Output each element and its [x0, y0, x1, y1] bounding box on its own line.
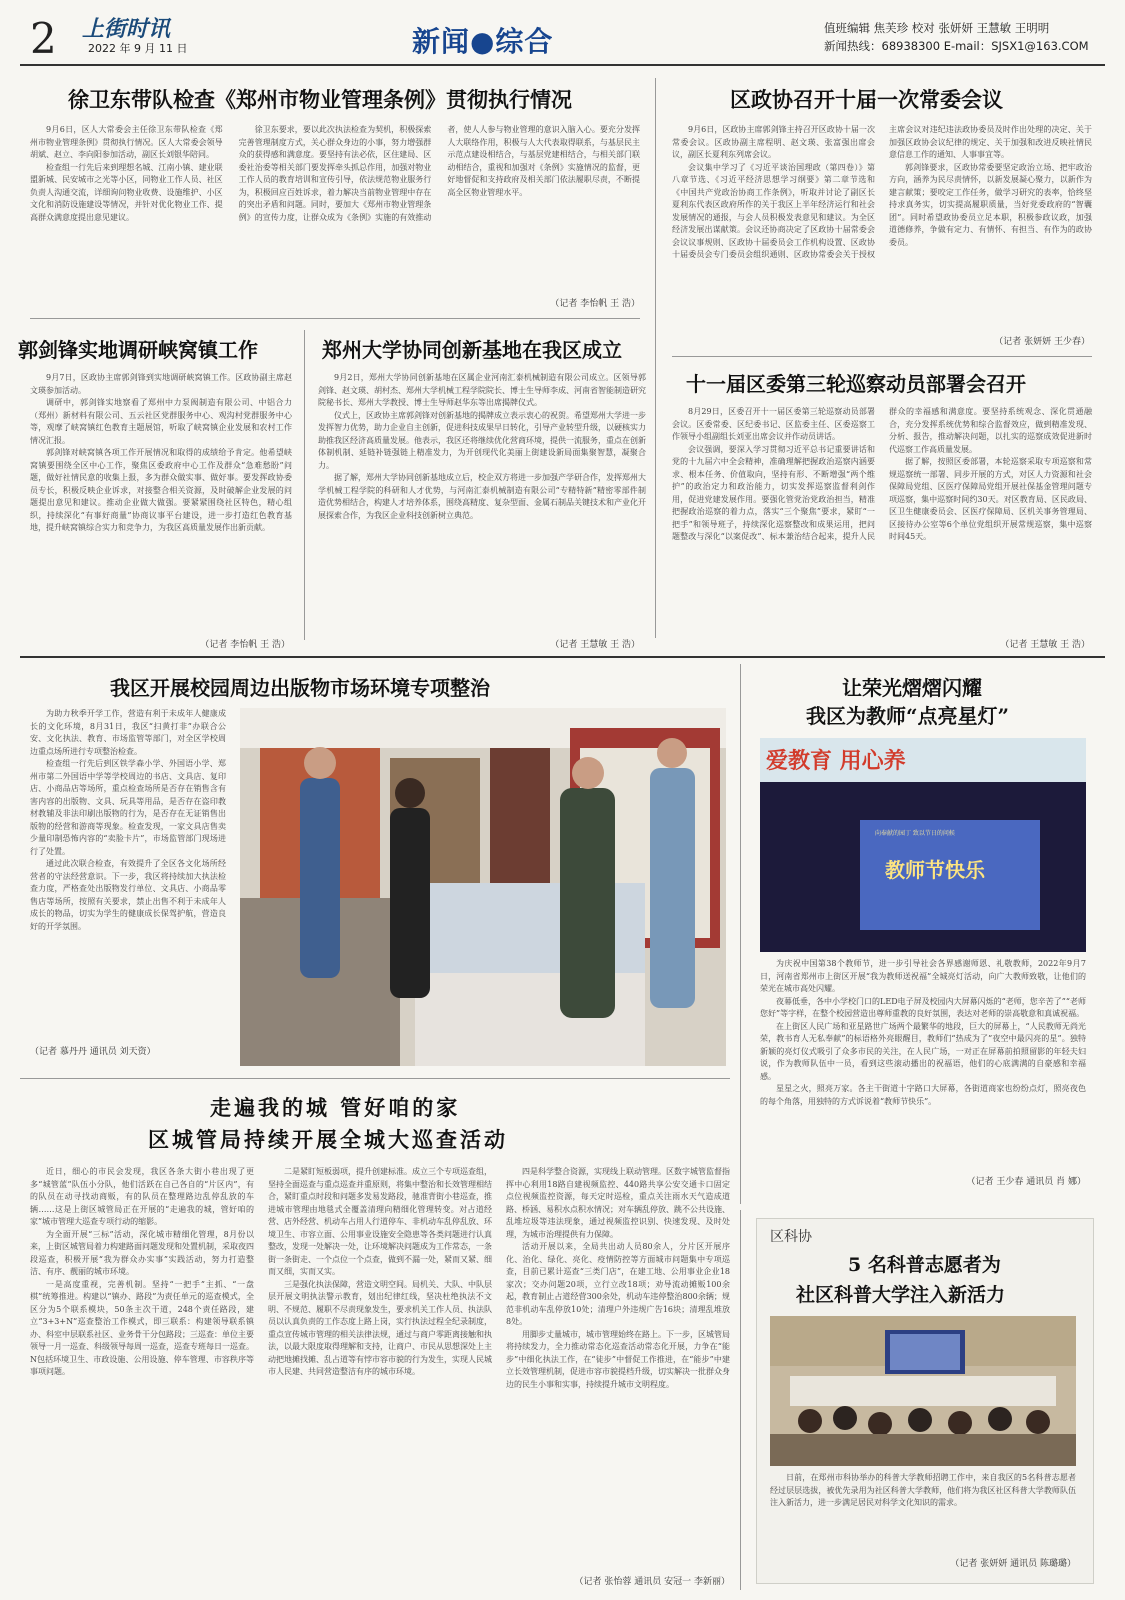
article-headline: 郑州大学协同创新基地在我区成立 [322, 338, 622, 362]
column-divider [740, 1210, 741, 1590]
section-rule [20, 1078, 730, 1079]
meeting-scene [770, 1316, 1076, 1466]
article-headline: 郭剑锋实地调研峡窝镇工作 [18, 338, 258, 362]
meeting-room-photo [770, 1316, 1076, 1466]
article-headline: 十一届区委第三轮巡察动员部署会召开 [686, 372, 1026, 396]
article-byline: （记者 张妍妍 王少春） [994, 337, 1090, 347]
column-divider [304, 330, 305, 640]
article-headline-line2: 我区为教师“点亮星灯” [806, 704, 1010, 728]
article-body: 9月6日，区政协主席郭剑锋主持召开区政协十届一次常委会议。区政协副主席程明、赵文瑛、张富强出席会议，副区长夏利东列席会议。 会议集中学习了《习近平谈治国理政（第四卷）》第八章节选、《习近平经济思想学习纲要》第二章节选和《中国共产党政治协商工作条例》，听取并讨论了副区长夏利东代表区政府所作的关于我区上半年经济运行和社会发展情况的通报，与会人员积极发表意见和建议。为全区经济发展出谋献策。会议还协商决定了区政协十届常委会会议议事规则、区政协十届委员会工作机构设置、区政协十届委员会专门委员会组织通则、区政协常委会关于授权主席会议对违纪违法政协委员及时作出处理的决定、关于加强区政协会议纪律的规定、关于加强和改进反映社情民意信息工作的通知、人事事宜等。 郭剑锋要求，区政协常委要坚定政治立场、把牢政治方向，涵养为民尽责情怀，以新发展凝心聚力，以新作为建言献策；要咬定工作任务，做学习研究的表率，恰终坚持求真务实，切实提高履职质量，当好党委政府的“智囊团”。同时希望政协委员立足本职，积极参政议政，加强道德修养，争做有定力、有情怀、有担当、有作为的政协委员。 [672, 125, 1092, 259]
article-body: 8月29日，区委召开十一届区委第三轮巡察动员部署会议。区委常委、区纪委书记、区监委主任、区委巡察工作领导小组副组长刘亚出席会议并作动员讲话。 会议强调，要深入学习贯彻习近平总书记重要讲话和党的十九届六中全会精神，准确理解把握政治巡察内涵要求、根本任务、价值取向，坚持有形、不断增强“两个维护”的政治定力和政治能力，切实发挥巡察监督利剑作用，促进党建发展作用。要强化管党治党政治担当，精准把握政治巡察的着力点，落实“三个聚焦”要求，紧盯“一把手”和领导班子，持续深化巡察整改和成果运用，把问题整改与深化“以案促改”、标本兼治结合起来，提升人民群众的幸福感和满意度。要坚持系统观念、深化贯通融合，充分发挥系统优势和综合监督效应，做到精准发现、分析、报告，推动解决问题，以扎实的巡察成效促进新时代巡察工作高质量发展。 据了解，按照区委部署，本轮巡察采取专项巡察和常规巡察统一部署、同步开展的方式，对区人力资源和社会保障局党组、区医疗保障局党组开展社保基金管理问题专项巡察，集中巡察时间约30天。对区教育局、区民政局、区卫生健康委员会、区医疗保障局、区机关事务管理局、区接待办公室等6个单位党组织开展常规巡察，集中巡察时间45天。 [672, 407, 1092, 541]
article-headline: 我区开展校园周边出版物市场环境专项整治 [110, 676, 490, 700]
screen-subtext: 向奉献的园丁 致以节日的问候 [875, 830, 955, 837]
article-body: 为助力秋季开学工作，营造有利于未成年人健康成长的文化环境，8月31日，我区“扫黄打非”办联合公安、文化执法、教育、市场监管等部门，对全区学校周边重点场所进行专项整治检查。 检查组一行先后到区铁学森小学、外国语小学、郑州市第二外国语中学等学校周边的书店、文具店、复印店、小商品店等场所，重点检查场所是否存在销售含有害内容的出版物、文具、玩具等用品，是否存在盗印教材教辅及非法印刷出版物的行为，是否存在无证销售出版物的经营和游商等现象。检查发现，一家文具店售卖少量印制恐怖内容的“卖脸卡片”，市场监管部门现场进行了处置。 通过此次联合检查，有效提升了全区各文化场所经营者的守法经营意识。下一步，我区将持续加大执法检查力度，严格查处出版物发行单位、文具店、小商品零售店等场所，按照有关要求，禁止出售不利于未成年人成长的物品，切实为学生的健康成长保驾护航，营造良好的开学氛围。 [30, 709, 226, 931]
publication-date: 2022 年 9 月 11 日 [88, 42, 188, 55]
article-headline: 区政协召开十届一次常委会议 [730, 87, 1003, 112]
section-rule [30, 318, 640, 319]
article-headline: 让荣光熠熠闪耀 [842, 676, 982, 700]
article-body: 近日，细心的市民会发现，我区各条大街小巷出现了更多“城管蓝”队伍小分队，他们活跃在自己各自的“片区内”，有的队员在动寻找动商贩，有的队员在整理路边乱停乱放的车辆……这是上街区城管局正在开展的“走遍我的城，管好咱的家”城市管理大巡查专项行动的缩影。 为全面开展“三标”活动，深化城市精细化管理，8月份以来，上街区城管局着力构建路面问题发现和处置机制，采取夜四段巡查，积极开展“我为群众办实事”实践活动，努力打造整洁、有序、靓丽的城市环境。 一是高度重视，完善机制。坚持“一把手”主抓、“一盘棋”统筹推进。构建以“镇办、路段”为责任单元的巡查模式，全区分为5个联系模块，50条主次干道，248个责任路段，建立“3+3+N”巡查整治工作模式，即三联系：构建领导联系镇办、科室中层联系社区、业务骨干分包路段；三巡查：单位主要领导一月一巡查、科级领导每周一巡查，巡查专班每日一巡查。N包括环境卫生、市政设施、公用设施、停车管理、市容秩序等事项问题。 二是紧盯短板弱项，提升创建标准。成立三个专项巡查组，坚持全面巡查与重点巡查并重原则，将集中整治和长效管理相结合，紧盯重点时段和问题多发易发路段，驰准背街小巷巡查，推进城市管理由地毯式全覆盖清理向精细化管理转变。对占道经营、店外经营、机动车占用人行道停车、非机动车乱停乱放、环境卫生、市容立面、公用事业设施安全隐患等各类问题进行认真整改，发现一处解决一处，让环境解决问题成为工作常态，一条街一条街走、一个点位一个点查，做到不漏一处，紧而又紧、细而又细，实而又实。 三是强化执法保障，营造文明空间。局机关、大队、中队层层开展文明执法警示教育，划出纪律红线，坚决杜绝执法不文明、不规范、履职不尽责现象发生，要求机关工作人员、执法队员以认真负责的工作态度上路上岗，实行执法过程全纪录制度，重点宣传城市管理的相关法律法规，通过与商户零距离接触和执法，以最大限度取得理解和支持，让商户、市民从思想深处上主动把地摊找摊、乱占道等有悖市容市貌的行为发生，实现人民城市人民建、共同营造整洁有序的城市环境。 四是科学整合资源，实现线上联动管理。区数字城管监督指挥中心利用18路自建视频监控、440路共享公安交通卡口固定点位视频监控资源，每天定时巡检，重点关注雨水天气造成道路、桥涵、易积水点积水情况；对车辆乱停放、跳不公共设施、乱堆垃圾等违法现象，通过视频监控识别、快速发现、及时处理，为城市治理提供有力保障。 活动开展以来，全局共出动人员80余人，分片区开展序化、治化、绿化、亮化、疫情防控等方面城市问题集中专项巡查，目前已累计巡查“三类门店”，在建工地、公用事业企业18家次；交办问题20项，立行立改18项；劝导流动摊贩100余起，教育制止占道经营300余处，机动车违停整治800余辆；规范非机动车乱停放10处；清理户外违规广告16块；清理乱堆放8处。 用脚步丈量城市，城市管理始终在路上。下一步，区城管局将持续发力，全力推动常态化巡查活动常态化开展，力争在“能步”中细化执法工作，在“徒步”中督促工作推进，在“能步”中建立长效管理机制，促进市容市貌提档升级，切实解决一批群众身边的民生小事和实事，持续提升城市文明程度。 [30, 1167, 730, 1389]
screen-text: 教师节快乐 [885, 858, 985, 882]
page-number: 2 [30, 14, 57, 63]
article-body: 日前，在郑州市科协举办的科普大学教师招聘工作中，来自我区的5名科普志愿者经过层层选拔，被优先录用为社区科普大学教师，他们将为我区社区科普大学教师队伍注入新活力，进一步满足居民对科学文化知识的需求。 [770, 1473, 1076, 1507]
editor-credits: 值班编辑 焦芙珍 校对 张妍妍 王慧敏 王明明 [824, 21, 1050, 35]
article-byline: （记者 王少春 通讯员 肖 娜） [966, 1177, 1086, 1187]
bookstore-scene [240, 708, 726, 1066]
header-rule [20, 64, 1105, 66]
banner-text: 爱教育 用心养 [766, 748, 906, 774]
section-title: 新闻●综合 [412, 25, 554, 58]
article-body: 为庆祝中国第38个教师节，进一步引导社会各界感谢师恩、礼敬教师，2022年9月7日，河南省郑州市上街区开展“我为教师送祝福”全城亮灯活动，向广大教师致敬，让他们的荣光在城市高处闪耀。 夜幕低垂，各中小学校门口的LED电子屏及校园内大屏幕闪烁的“老师，您辛苦了”“老师您好”等字样，在整个校园营造出尊师重教的良好氛围，表达对老师的崇高敬意和真诚祝福。 在上街区人民广场和亚星路世广场两个最繁华的地段，巨大的屏幕上，“人民教师无尚光荣，教书育人无私奉献”的标语格外亮眼醒目，教师们“热成为了”夜空中最闪亮的星”。独特新颖的亮灯仪式吸引了众多市民的关注，在人民广场，一对正在屏幕前拍照留影的年轻夫妇说，作为教师队伍中一员，看到这些滚动播出的祝福语，他们的心底满满的自豪感和幸福感。 星星之火，照亮万家。各主干街道十字路口大屏幕，各街道商家也纷纷点灯，照亮夜色的每个角落，用独特的方式诉说着“教师节快乐”。 [760, 959, 1086, 1106]
article-byline: （记者 李怡帆 王 浩） [550, 299, 640, 309]
kicker-label: 区科协 [770, 1229, 812, 1245]
article-byline: （记者 李怡帆 王 浩） [200, 640, 290, 650]
article-body: 9月2日，郑州大学协同创新基地在区属企业河南汇泰机械制造有限公司成立。区领导郭剑锋、赵文瑛、胡村杰、郑州大学机械工程学院院长、博士生导师李成、河南省智能制造研究院秘书长、郑州大学教授、博士生导师赵华东等出席揭牌仪式。 仪式上，区政协主席郭剑锋对创新基地的揭牌成立表示衷心的祝贺。希望郑州大学进一步发挥智力优势，助力企业自主创新，促进科技成果早日转化，引导产业转型升级，以硬核实力助推我区经济高质量发展。他表示，我区还将继续优化营商环境，提供一流服务，重点在创新体制机制、延链补链强链上精准发力，为开创现代化美丽上街建设新局面集聚智慧，凝聚合力。 据了解，郑州大学协同创新基地成立后，校企双方将进一步加强产学研合作，发挥郑州大学机械工程学院的科研和人才优势，与河南汇泰机械制造有限公司“专精特新”精密零部件制造优势相结合，构建人才培养体系，围绕高精度、复杂型面、金属石制品关键技术和产业化开展探索合作，为我区企业科技创新树立典范。 [318, 373, 646, 520]
article-byline: （记者 王慧敏 王 浩） [550, 640, 640, 650]
teachers-day-screen-photo [760, 738, 1086, 952]
section-rule [672, 356, 1092, 357]
column-divider [740, 664, 741, 1204]
article-byline: （记者 张怡蓉 通讯员 安冠一 李新丽） [574, 1577, 730, 1587]
article-headline: 徐卫东带队检查《郑州市物业管理条例》贯彻执行情况 [68, 87, 572, 112]
article-headline: 走遍我的城 管好咱的家 [210, 1095, 461, 1120]
article-body: 9月7日，区政协主席郭剑锋到实地调研峡窝镇工作。区政协副主席赵文瑛参加活动。 调研中，郭剑锋实地察看了郑州中力泵阀制造有限公司、中铝合力（郑州）新材料有限公司、五云社区党群服务中心、观沟村党群服务中心等，观摩了峡窝镇红色教育主题展馆，听取了峡窝镇企业发展和农村工作情况汇报。 郭剑锋对峡窝镇各项工作开展情况和取得的成绩给予肯定。他希望峡窝镇要围绕全区中心工作，聚焦区委政府中心工作及群众“急难愁盼”问题，做好社情民意的收集上报，多为群众做实事、做好事。要发挥政协委员专长，积极反映企业诉求，对接整合相关资源，及时破解企业发展的问题提出意见和建议。推动企业做大做强。要紧紧围绕社区特色，精心组织，持续深化“有事好商量”协商议事平台建设，进一步打造红色教育基地，提升峡窝镇综合实力和竞争力，为我区高质量发展作出新贡献。 [30, 373, 292, 532]
column-divider [655, 78, 656, 638]
article-byline: （记者 王慧敏 王 浩） [1000, 640, 1090, 650]
article-headline-line2: 社区科普大学注入新活力 [796, 1284, 1006, 1306]
section-rule [20, 656, 1105, 658]
article-body: 9月6日，区人大常委会主任徐卫东带队检查《郑州市物业管理条例》贯彻执行情况。区人大常委会领导胡斌、赵立、李向阳参加活动，副区长刘银华陪同。 检查组一行先后来到理想名城、江南小镇、建业联盟新城、民安城市之光等小区，同物业工作人员、社区负责人沟通交流，详细询问物业收费、设施维护、小区文化和消防设施建设等情况，并针对优化物业工作、提高群众满意度提出意见建议。 徐卫东要求，要以此次执法检查为契机，积极探索完善管理制度方式，关心群众身边的小事，努力增强群众的获得感和满意度。要坚持有法必依，区住建局、区委社治委等相关部门要发挥牵头抓总作用，加强对物业工作人员的教育培训和宣传引导，依法规范物业服务行为，积极回应百姓诉求，着力解决当前物业管理中存在的突出矛盾和问题。同时，要加大《郑州市物业管理条例》的宣传力度，让群众成为《条例》实施的有效推动者，使人人参与物业管理的意识入脑入心。要充分发挥人大联络作用，积极与人大代表取得联系，与基层民主示范点建设相结合，与基层党建相结合，与相关部门联动相结合，重视和加强对《条例》实施情况的监督，更好地督促和支持政府及相关部门依法履职尽责，不断提高全区物业管理水平。 [30, 125, 640, 222]
article-byline: （记者 张妍妍 通讯员 陈璐璐） [950, 1559, 1076, 1569]
article-headline: 5 名科普志愿者为 [848, 1254, 1001, 1276]
bookstore-inspection-photo [240, 708, 726, 1066]
news-hotline: 新闻热线：68938300 E-mail：SJSX1@163.COM [824, 39, 1089, 53]
article-headline-line2: 区城管局持续开展全城大巡查活动 [148, 1127, 508, 1152]
article-byline: （记者 慕丹丹 通讯员 刘天资） [30, 1047, 156, 1057]
masthead-logo: 上街时讯 [82, 16, 171, 42]
